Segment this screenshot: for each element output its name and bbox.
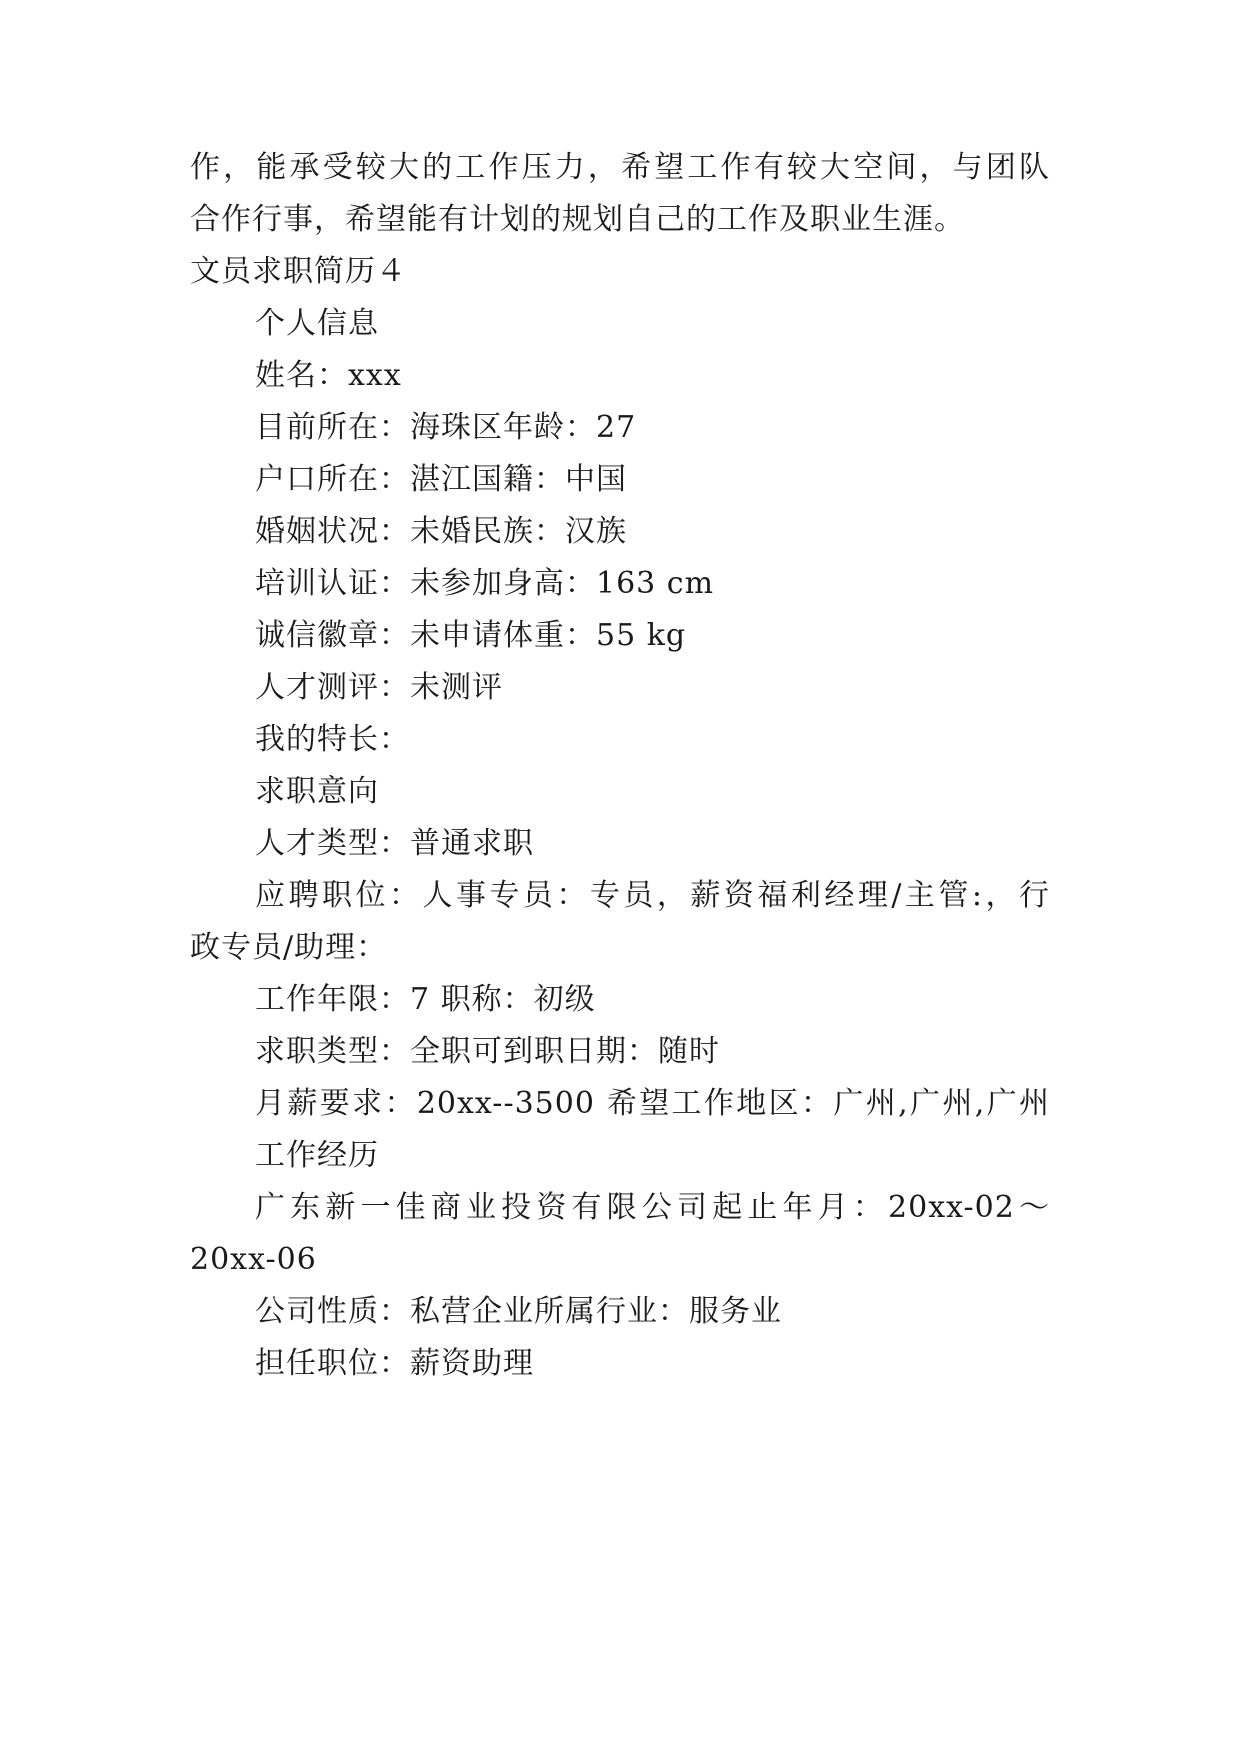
field-position-line-1: 应聘职位：人事专员：专员，薪资福利经理/主管:，行 [255, 878, 1050, 913]
field-years: 工作年限：7 职称：初级 [255, 982, 596, 1017]
section-heading-experience: 工作经历 [255, 1138, 379, 1173]
intro-line-1: 作，能承受较大的工作压力，希望工作有较大空间，与团队 [190, 150, 1050, 185]
field-hukou: 户口所在：湛江国籍：中国 [255, 462, 627, 497]
field-job-type: 求职类型：全职可到职日期：随时 [255, 1034, 720, 1069]
intro-line-2: 合作行事，希望能有计划的规划自己的工作及职业生涯。 [190, 202, 965, 237]
section-heading-intention: 求职意向 [255, 774, 379, 809]
field-position-line-2: 政专员/助理： [190, 930, 388, 965]
field-salary: 月薪要求：20xx--3500 希望工作地区：广州,广州,广州 [255, 1086, 1050, 1121]
field-company-line-1: 广东新一佳商业投资有限公司起止年月：20xx-02～ [255, 1190, 1050, 1225]
field-assessment: 人才测评：未测评 [255, 670, 503, 705]
document-title: 文员求职简历４ [190, 254, 407, 289]
field-credit: 诚信徽章：未申请体重：55 kg [255, 618, 687, 653]
field-role: 担任职位：薪资助理 [255, 1346, 534, 1381]
field-talent-type: 人才类型：普通求职 [255, 826, 534, 861]
field-company-nature: 公司性质：私营企业所属行业：服务业 [255, 1294, 782, 1329]
field-location: 目前所在：海珠区年龄：27 [255, 410, 637, 445]
field-marital: 婚姻状况：未婚民族：汉族 [255, 514, 627, 549]
field-strengths: 我的特长： [255, 722, 410, 757]
field-training: 培训认证：未参加身高：163 cm [255, 566, 715, 601]
field-company-line-2: 20xx-06 [190, 1242, 317, 1277]
section-heading-personal: 个人信息 [255, 306, 379, 341]
field-name: 姓名：xxx [255, 358, 402, 393]
